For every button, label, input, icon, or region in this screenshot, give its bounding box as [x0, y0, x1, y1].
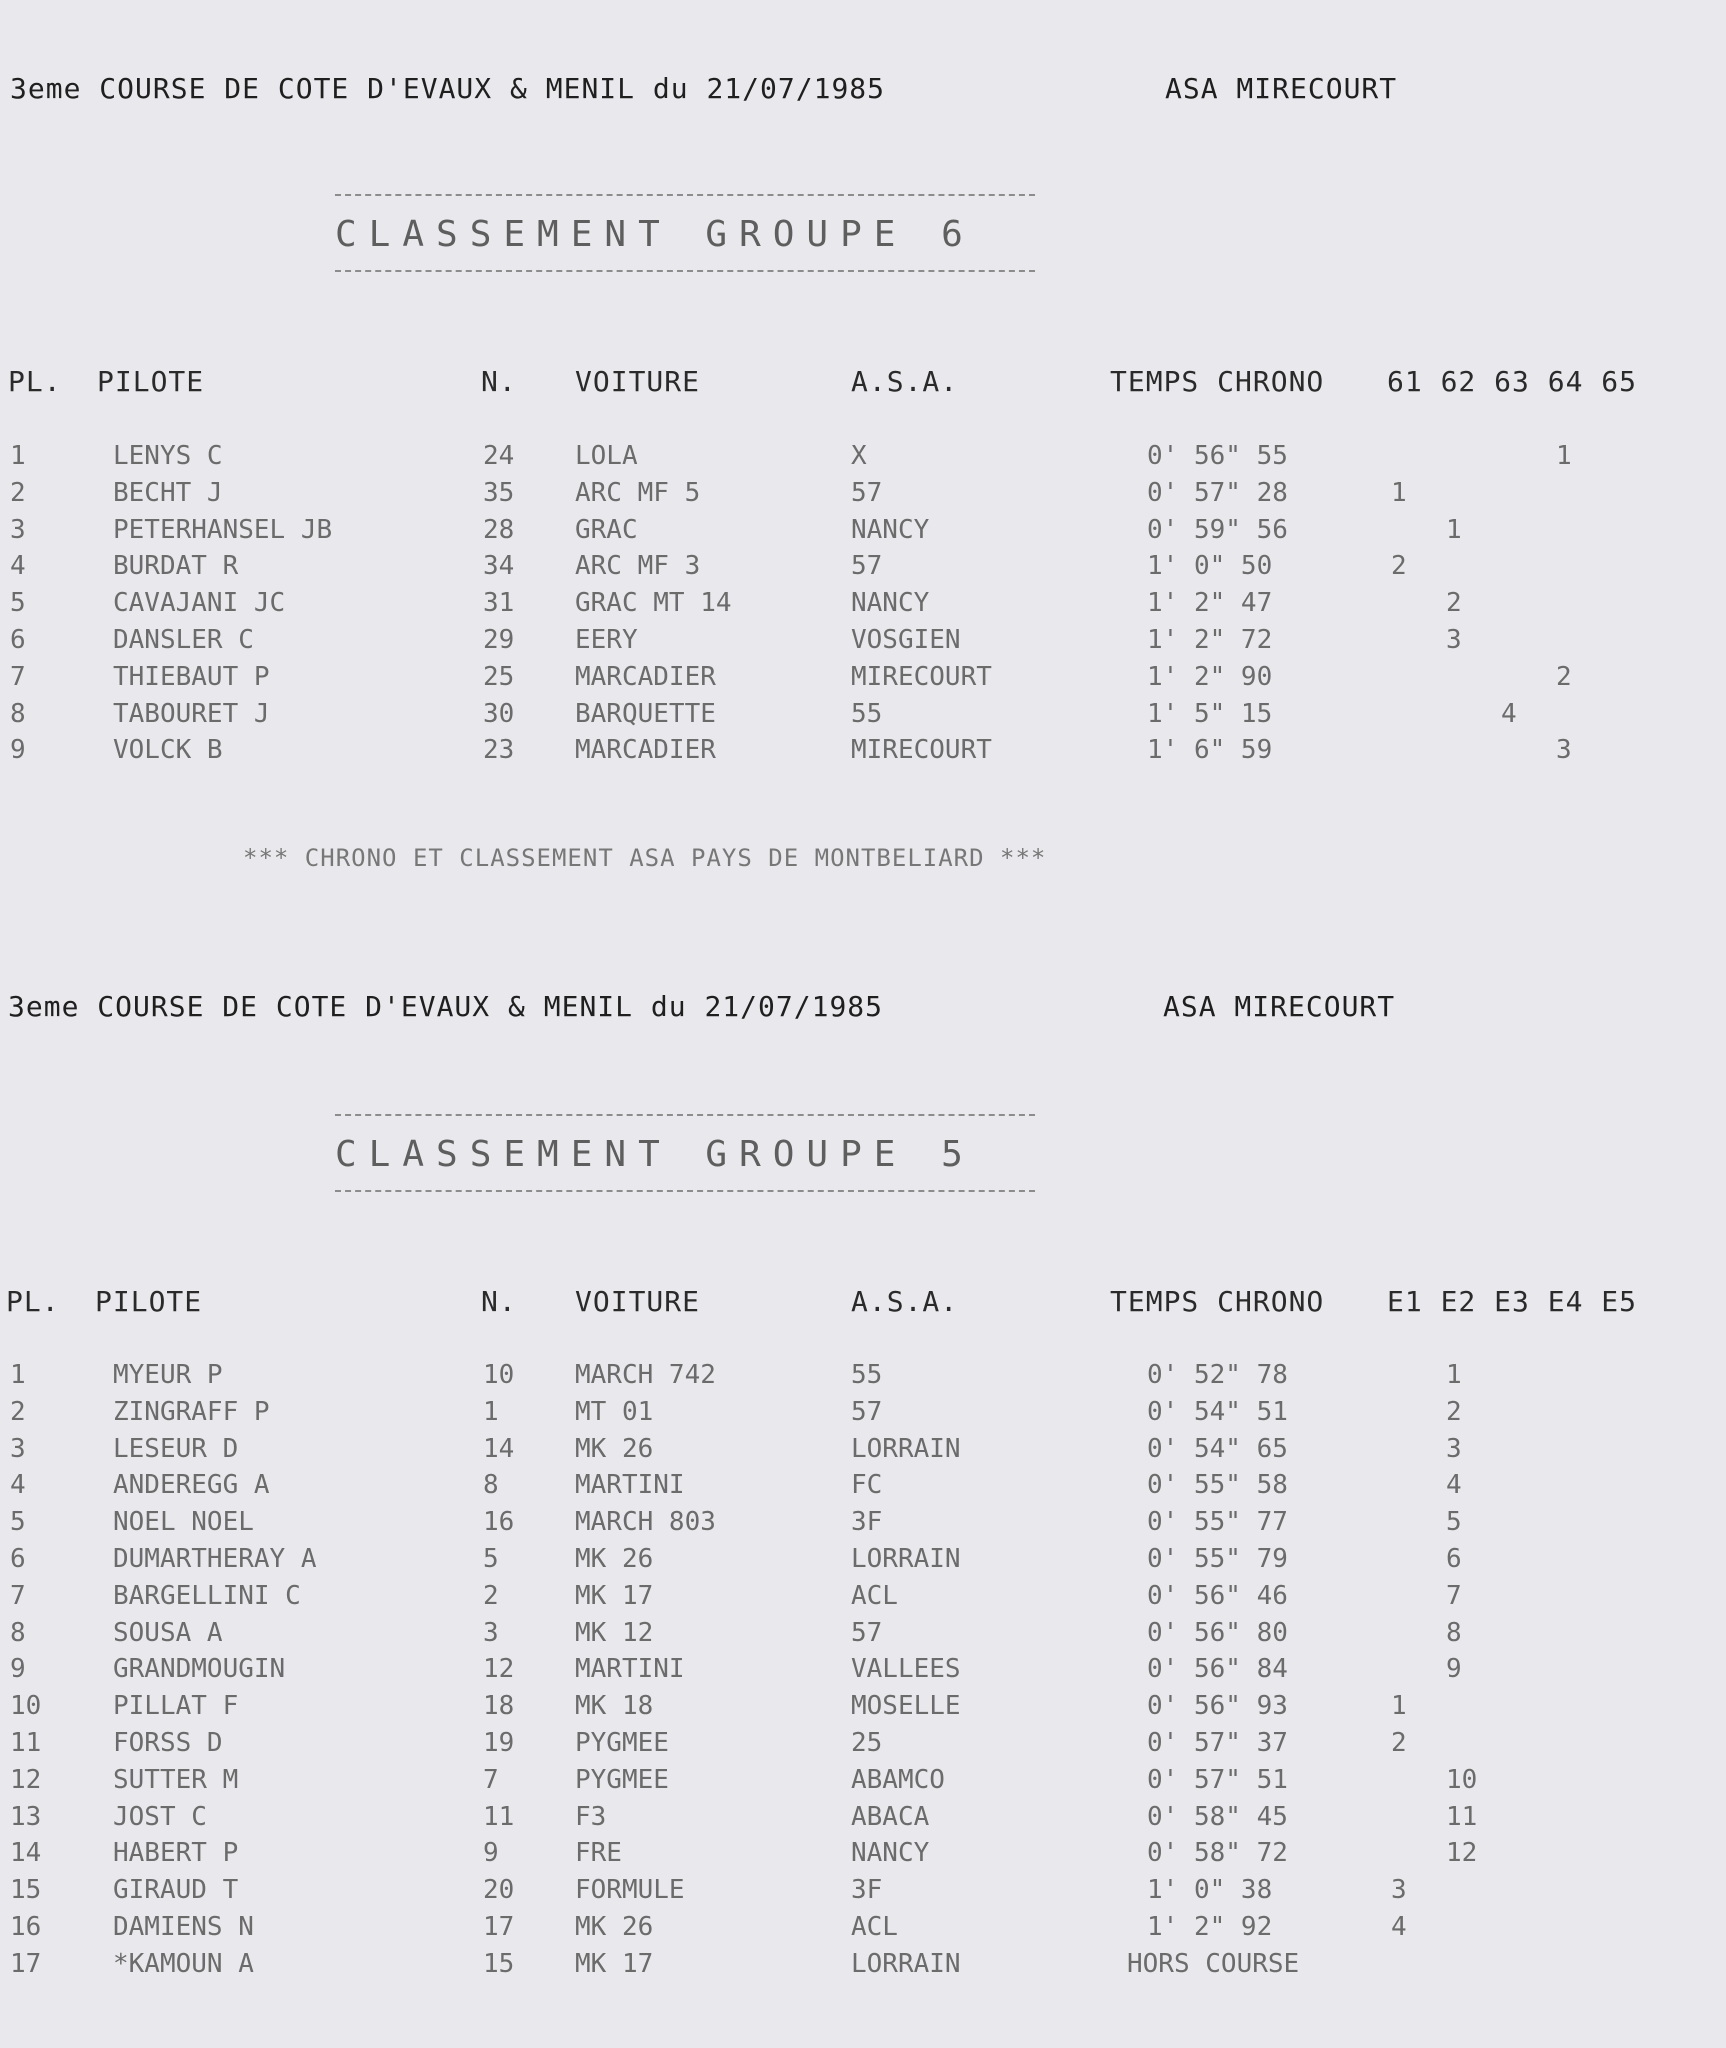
- cell-pilote: CAVAJANI JC: [113, 588, 286, 619]
- cell-asa: ABAMCO: [851, 1764, 945, 1795]
- col-n: N.: [481, 365, 517, 398]
- cell-pilote: DAMIENS N: [113, 1912, 254, 1942]
- table-row: [0, 662, 1726, 692]
- cell-pilote: BARGELLINI C: [113, 1580, 301, 1611]
- cell-class-rank: 3: [1446, 1433, 1462, 1464]
- table-row: [0, 1397, 1726, 1427]
- cell-voiture: MARTINI: [575, 1654, 685, 1685]
- cell-class-rank: 2: [1391, 1728, 1407, 1758]
- cell-n: 30: [483, 698, 515, 729]
- cell-temps: 1' 5" 15: [1147, 698, 1273, 729]
- cell-pl: 5: [10, 588, 26, 619]
- cell-pilote: SUTTER M: [113, 1764, 239, 1795]
- cell-pilote: LENYS C: [113, 441, 223, 471]
- cell-n: 14: [483, 1433, 515, 1464]
- section-title: CLASSEMENT GROUPE 5: [335, 1134, 975, 1175]
- cell-pl: 10: [10, 1691, 42, 1722]
- cell-n: 7: [483, 1764, 499, 1795]
- cell-pilote: *KAMOUN A: [113, 1948, 254, 1979]
- cell-pl: 3: [10, 1433, 26, 1464]
- table-row: [0, 735, 1726, 765]
- cell-n: 8: [483, 1470, 499, 1501]
- cell-n: 3: [483, 1617, 499, 1648]
- cell-temps: 0' 55" 58: [1147, 1470, 1288, 1501]
- title-rule-bottom: [335, 270, 1035, 272]
- cell-pl: 6: [10, 1544, 26, 1574]
- cell-temps: HORS COURSE: [1127, 1948, 1300, 1979]
- col-pilote: PILOTE: [97, 365, 205, 398]
- cell-pl: 4: [10, 551, 26, 582]
- table-row: [0, 441, 1726, 471]
- cell-temps: 0' 57" 37: [1147, 1728, 1288, 1758]
- cell-class-rank: 1: [1391, 477, 1407, 508]
- cell-n: 16: [483, 1507, 515, 1538]
- cell-pilote: GIRAUD T: [113, 1875, 239, 1906]
- cell-class-rank: 2: [1556, 661, 1572, 692]
- col-pl: PL.: [8, 365, 62, 398]
- cell-pl: 7: [10, 661, 26, 692]
- cell-n: 18: [483, 1691, 515, 1722]
- cell-voiture: MARCH 742: [575, 1360, 716, 1390]
- table-row: [0, 1838, 1726, 1868]
- cell-pl: 5: [10, 1507, 26, 1538]
- cell-asa: ACL: [851, 1580, 898, 1611]
- table-row: [0, 1728, 1726, 1758]
- cell-asa: ABACA: [851, 1801, 930, 1832]
- table-row: [0, 1875, 1726, 1905]
- cell-n: 12: [483, 1654, 515, 1685]
- cell-pl: 2: [10, 1396, 26, 1427]
- cell-temps: 0' 56" 84: [1147, 1654, 1288, 1685]
- cell-pilote: MYEUR P: [113, 1360, 223, 1390]
- cell-asa: MIRECOURT: [851, 661, 992, 692]
- cell-n: 10: [483, 1360, 515, 1390]
- cell-asa: LORRAIN: [851, 1433, 961, 1464]
- cell-voiture: ARC MF 5: [575, 477, 701, 508]
- cell-n: 25: [483, 661, 515, 692]
- cell-pilote: LESEUR D: [113, 1433, 239, 1464]
- table-row: [0, 625, 1726, 655]
- cell-class-rank: 4: [1501, 698, 1517, 729]
- cell-pilote: HABERT P: [113, 1838, 239, 1869]
- table-row: [0, 1434, 1726, 1464]
- cell-temps: 0' 52" 78: [1147, 1360, 1288, 1390]
- cell-class-rank: 1: [1446, 514, 1462, 545]
- cell-n: 34: [483, 551, 515, 582]
- table-row: [0, 1912, 1726, 1942]
- cell-pl: 2: [10, 477, 26, 508]
- cell-pl: 12: [10, 1764, 42, 1795]
- cell-temps: 0' 57" 28: [1147, 477, 1288, 508]
- cell-asa: FC: [851, 1470, 883, 1501]
- cell-voiture: MK 18: [575, 1691, 654, 1722]
- cell-asa: ACL: [851, 1912, 898, 1942]
- table-row: [0, 1618, 1726, 1648]
- cell-voiture: F3: [575, 1801, 607, 1832]
- cell-asa: MOSELLE: [851, 1691, 961, 1722]
- cell-pl: 14: [10, 1838, 42, 1869]
- title-rule-top: [335, 194, 1035, 196]
- cell-asa: MIRECOURT: [851, 735, 992, 766]
- club-name: ASA MIRECOURT: [1165, 72, 1398, 105]
- table-row: [0, 699, 1726, 729]
- cell-asa: X: [851, 441, 867, 471]
- cell-temps: 0' 54" 65: [1147, 1433, 1288, 1464]
- cell-pl: 4: [10, 1470, 26, 1501]
- cell-class-rank: 2: [1391, 551, 1407, 582]
- cell-voiture: FRE: [575, 1838, 622, 1869]
- table-row: [0, 1360, 1726, 1390]
- cell-n: 9: [483, 1838, 499, 1869]
- cell-asa: NANCY: [851, 1838, 930, 1869]
- table-row: [0, 1507, 1726, 1537]
- col-voiture: VOITURE: [575, 365, 701, 398]
- cell-asa: 55: [851, 698, 883, 729]
- cell-asa: 57: [851, 1396, 883, 1427]
- cell-asa: 57: [851, 477, 883, 508]
- table-row: [0, 1470, 1726, 1500]
- cell-temps: 1' 2" 47: [1147, 588, 1273, 619]
- table-row: [0, 588, 1726, 618]
- cell-asa: LORRAIN: [851, 1544, 961, 1574]
- cell-temps: 0' 56" 55: [1147, 441, 1288, 471]
- club-name: ASA MIRECOURT: [1163, 990, 1396, 1023]
- cell-voiture: PYGMEE: [575, 1728, 669, 1758]
- cell-pilote: FORSS D: [113, 1728, 223, 1758]
- cell-pilote: NOEL NOEL: [113, 1507, 254, 1538]
- cell-voiture: GRAC: [575, 514, 638, 545]
- col-asa: A.S.A.: [851, 1285, 959, 1318]
- cell-class-rank: 1: [1446, 1360, 1462, 1390]
- cell-voiture: MARTINI: [575, 1470, 685, 1501]
- cell-pilote: JOST C: [113, 1801, 207, 1832]
- cell-pilote: BECHT J: [113, 477, 223, 508]
- cell-temps: 0' 56" 93: [1147, 1691, 1288, 1722]
- cell-voiture: ARC MF 3: [575, 551, 701, 582]
- cell-pilote: DUMARTHERAY A: [113, 1544, 317, 1574]
- cell-n: 1: [483, 1396, 499, 1427]
- cell-voiture: PYGMEE: [575, 1764, 669, 1795]
- event-line: 3eme COURSE DE COTE D'EVAUX & MENIL du 21/07/1985: [8, 990, 884, 1023]
- cell-voiture: EERY: [575, 625, 638, 655]
- cell-class-rank: 3: [1446, 625, 1462, 655]
- cell-pilote: THIEBAUT P: [113, 661, 270, 692]
- cell-class-rank: 5: [1446, 1507, 1462, 1538]
- cell-pilote: TABOURET J: [113, 698, 270, 729]
- cell-voiture: MK 17: [575, 1580, 654, 1611]
- cell-temps: 0' 55" 77: [1147, 1507, 1288, 1538]
- cell-pilote: VOLCK B: [113, 735, 223, 766]
- col-n: N.: [481, 1285, 517, 1318]
- col-pl: PL.: [6, 1285, 60, 1318]
- cell-temps: 1' 0" 38: [1147, 1875, 1273, 1906]
- cell-class-rank: 7: [1446, 1580, 1462, 1611]
- section-title: CLASSEMENT GROUPE 6: [335, 214, 975, 255]
- cell-n: 31: [483, 588, 515, 619]
- table-row: [0, 1949, 1726, 1979]
- cell-asa: VOSGIEN: [851, 625, 961, 655]
- cell-voiture: BARQUETTE: [575, 698, 716, 729]
- cell-pl: 17: [10, 1948, 42, 1979]
- cell-temps: 1' 2" 72: [1147, 625, 1273, 655]
- cell-pl: 8: [10, 1617, 26, 1648]
- cell-pl: 8: [10, 698, 26, 729]
- cell-class-rank: 9: [1446, 1654, 1462, 1685]
- cell-temps: 0' 58" 45: [1147, 1801, 1288, 1832]
- cell-class-rank: 10: [1446, 1764, 1478, 1795]
- cell-n: 28: [483, 514, 515, 545]
- col-temps: TEMPS CHRONO: [1110, 365, 1325, 398]
- cell-class-rank: 6: [1446, 1544, 1462, 1574]
- cell-asa: VALLEES: [851, 1654, 961, 1685]
- cell-voiture: MK 26: [575, 1912, 654, 1942]
- cell-voiture: MK 26: [575, 1544, 654, 1574]
- cell-pl: 11: [10, 1728, 42, 1758]
- cell-asa: NANCY: [851, 514, 930, 545]
- table-row: [0, 1581, 1726, 1611]
- cell-class-rank: 3: [1556, 735, 1572, 766]
- cell-class-rank: 2: [1446, 1396, 1462, 1427]
- table-row: [0, 1802, 1726, 1832]
- col-voiture: VOITURE: [575, 1285, 701, 1318]
- cell-temps: 0' 56" 46: [1147, 1580, 1288, 1611]
- cell-n: 11: [483, 1801, 515, 1832]
- cell-n: 20: [483, 1875, 515, 1906]
- cell-n: 2: [483, 1580, 499, 1611]
- cell-pilote: GRANDMOUGIN: [113, 1654, 286, 1685]
- cell-voiture: MK 26: [575, 1433, 654, 1464]
- cell-pl: 15: [10, 1875, 42, 1906]
- cell-pilote: BURDAT R: [113, 551, 239, 582]
- title-rule-bottom: [335, 1190, 1035, 1192]
- cell-n: 29: [483, 625, 515, 655]
- cell-class-rank: 8: [1446, 1617, 1462, 1648]
- cell-n: 35: [483, 477, 515, 508]
- table-row: [0, 1654, 1726, 1684]
- cell-class-rank: 11: [1446, 1801, 1478, 1832]
- timing-note: *** CHRONO ET CLASSEMENT ASA PAYS DE MONTBELIARD ***: [243, 844, 1047, 872]
- cell-n: 5: [483, 1544, 499, 1574]
- cell-pilote: DANSLER C: [113, 625, 254, 655]
- cell-asa: NANCY: [851, 588, 930, 619]
- cell-temps: 0' 56" 80: [1147, 1617, 1288, 1648]
- cell-asa: 3F: [851, 1875, 883, 1906]
- cell-pl: 9: [10, 1654, 26, 1685]
- cell-voiture: MK 12: [575, 1617, 654, 1648]
- cell-pilote: SOUSA A: [113, 1617, 223, 1648]
- table-row: [0, 551, 1726, 581]
- cell-class-rank: 1: [1391, 1691, 1407, 1722]
- cell-temps: 1' 6" 59: [1147, 735, 1273, 766]
- cell-asa: 3F: [851, 1507, 883, 1538]
- cell-pilote: PETERHANSEL JB: [113, 514, 333, 545]
- cell-n: 17: [483, 1912, 515, 1942]
- cell-voiture: GRAC MT 14: [575, 588, 732, 619]
- cell-pl: 9: [10, 735, 26, 766]
- cell-asa: 57: [851, 1617, 883, 1648]
- event-line: 3eme COURSE DE COTE D'EVAUX & MENIL du 21/07/1985: [10, 72, 886, 105]
- cell-temps: 1' 2" 90: [1147, 661, 1273, 692]
- cell-class-rank: 12: [1446, 1838, 1478, 1869]
- col-classes: E1 E2 E3 E4 E5: [1387, 1285, 1638, 1318]
- table-row: [0, 1544, 1726, 1574]
- cell-temps: 0' 58" 72: [1147, 1838, 1288, 1869]
- cell-asa: 57: [851, 551, 883, 582]
- col-temps: TEMPS CHRONO: [1110, 1285, 1325, 1318]
- cell-pilote: ZINGRAFF P: [113, 1396, 270, 1427]
- table-row: [0, 515, 1726, 545]
- cell-class-rank: 2: [1446, 588, 1462, 619]
- cell-pl: 3: [10, 514, 26, 545]
- title-rule-top: [335, 1114, 1035, 1116]
- cell-n: 23: [483, 735, 515, 766]
- table-row: [0, 1765, 1726, 1795]
- cell-pilote: ANDEREGG A: [113, 1470, 270, 1501]
- cell-n: 15: [483, 1948, 515, 1979]
- cell-pl: 6: [10, 625, 26, 655]
- cell-voiture: LOLA: [575, 441, 638, 471]
- col-asa: A.S.A.: [851, 365, 959, 398]
- cell-pl: 13: [10, 1801, 42, 1832]
- col-classes: 61 62 63 64 65: [1387, 365, 1638, 398]
- cell-pl: 1: [10, 441, 26, 471]
- cell-pl: 16: [10, 1912, 42, 1942]
- col-pilote: PILOTE: [95, 1285, 203, 1318]
- cell-voiture: MARCADIER: [575, 735, 716, 766]
- cell-voiture: FORMULE: [575, 1875, 685, 1906]
- cell-class-rank: 4: [1446, 1470, 1462, 1501]
- cell-voiture: MARCH 803: [575, 1507, 716, 1538]
- cell-pl: 1: [10, 1360, 26, 1390]
- cell-temps: 1' 2" 92: [1147, 1912, 1273, 1942]
- cell-voiture: MT 01: [575, 1396, 654, 1427]
- cell-class-rank: 4: [1391, 1912, 1407, 1942]
- cell-temps: 0' 59" 56: [1147, 514, 1288, 545]
- cell-asa: LORRAIN: [851, 1948, 961, 1979]
- table-row: [0, 1691, 1726, 1721]
- cell-pl: 7: [10, 1580, 26, 1611]
- cell-temps: 1' 0" 50: [1147, 551, 1273, 582]
- cell-class-rank: 1: [1556, 441, 1572, 471]
- cell-asa: 55: [851, 1360, 883, 1390]
- cell-temps: 0' 57" 51: [1147, 1764, 1288, 1795]
- cell-asa: 25: [851, 1728, 883, 1758]
- cell-temps: 0' 54" 51: [1147, 1396, 1288, 1427]
- cell-voiture: MK 17: [575, 1948, 654, 1979]
- cell-n: 24: [483, 441, 515, 471]
- cell-n: 19: [483, 1728, 515, 1758]
- cell-temps: 0' 55" 79: [1147, 1544, 1288, 1574]
- cell-voiture: MARCADIER: [575, 661, 716, 692]
- cell-pilote: PILLAT F: [113, 1691, 239, 1722]
- table-row: [0, 478, 1726, 508]
- cell-class-rank: 3: [1391, 1875, 1407, 1906]
